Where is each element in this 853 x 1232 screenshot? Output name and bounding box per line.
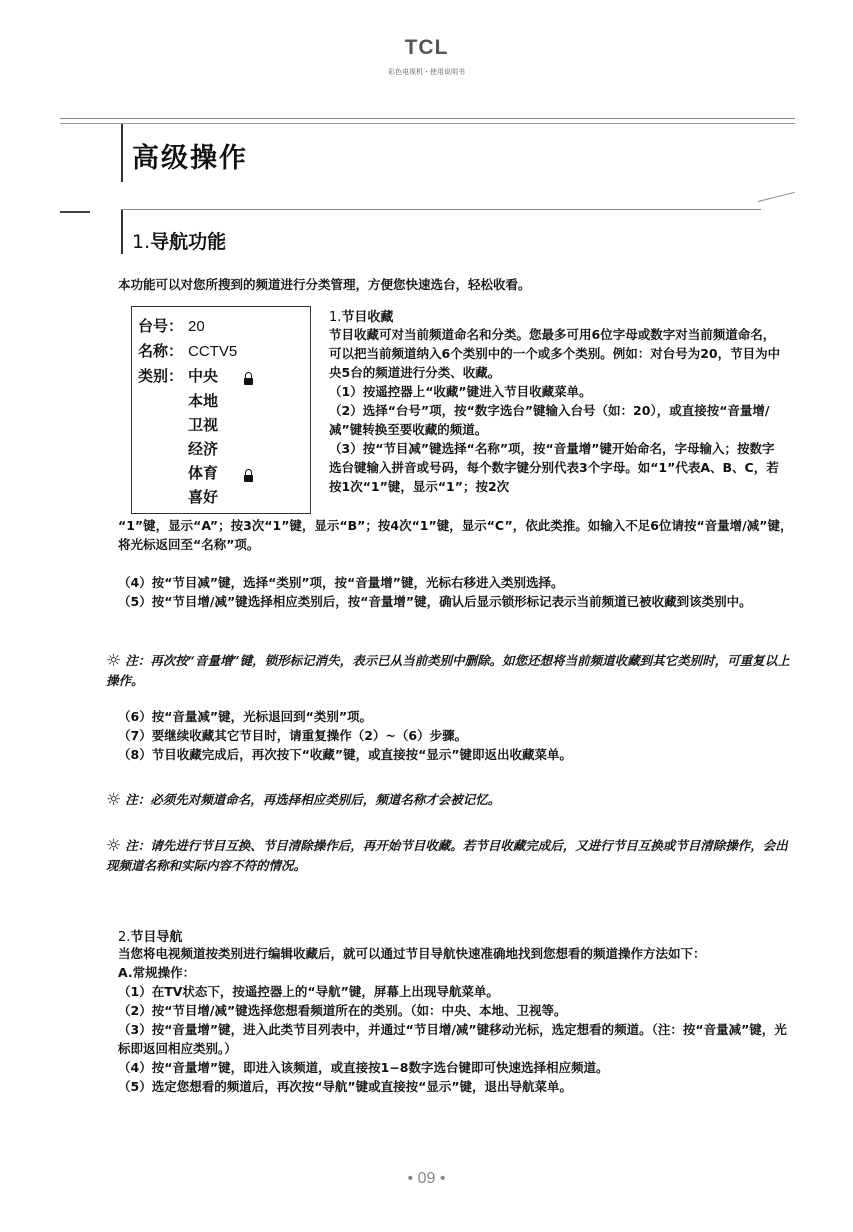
category-item: 本地 — [188, 392, 219, 410]
note-1 — [106, 651, 796, 690]
note-2 — [106, 790, 796, 810]
section-title-text: 导航功能 — [150, 231, 227, 253]
navigation-step-5: （5）选定您想看的频道后，再次按“导航”键或直接按“显示”键，退出导航菜单。 — [118, 1079, 573, 1094]
channel-category-label: 类别： — [138, 367, 184, 385]
brand-logo: TCL — [404, 36, 449, 59]
sun-icon: ☼ — [106, 651, 122, 671]
favorites-step-8: （8）节目收藏完成后，再次按下“收藏”键，或直接按“显示”键即返出收藏菜单。 — [118, 747, 573, 762]
page-title: 高级操作 — [132, 143, 248, 174]
favorites-step-2: （2）选择“台号”项，按“数字选台”键输入台号（如：20），或直接按“音量增/减”键转换至要收藏的频道。 — [329, 403, 770, 437]
navigation-step-3: （3）按“音量增”键，进入此类节目列表中，并通过“节目增/减”键移动光标，选定想看的频道。（注：按“音量减”键，光标即返回相应类别。） — [118, 1022, 787, 1056]
note-3-text: 注：请先进行节目互换、节目清除操作后，再开始节目收藏。若节目收藏完成后，又进行节目互换或节目清除操作，会出现频道名称和实际内容不符的情况。 — [106, 838, 788, 873]
navigation-step-4: （4）按“音量增”键，即进入该频道，或直接按1−8数字选台键即可快速选择相应频道。 — [118, 1060, 609, 1075]
favorites-step-5: （5）按“节目增/减”键选择相应类别后，按“音量增”键，确认后显示锁形标记表示当前频道已被收藏到该类别中。 — [118, 594, 752, 609]
navigation-routine-title: A.常规操作： — [118, 965, 196, 980]
category-item: 体育 — [188, 464, 219, 482]
section-number: 1. — [132, 231, 151, 253]
header-tagline: 彩色电视机・使用说明书 — [388, 68, 465, 76]
category-item: 中央 — [188, 367, 219, 385]
channel-number-label: 台号： — [138, 317, 184, 335]
favorites-step-3: （3）按“节目减”键选择“名称”项，按“音量增”键开始命名，字母输入；按数字选台键输入拼音或号码，每个数字键分别代表3个字母。如“1”代表A、B、C，若按1次“1”键，显示“1”；按2次 — [329, 441, 779, 494]
section-intro: 本功能可以对您所搜到的频道进行分类管理，方便您快速选台，轻松收看。 — [118, 277, 531, 292]
navigation-number: 2. — [118, 930, 131, 945]
favorites-step-4: （4）按“节目减”键，选择“类别”项，按“音量增”键，光标右移进入类别选择。 — [118, 575, 564, 590]
channel-name-value: CCTV5 — [188, 343, 238, 360]
navigation-text — [118, 944, 798, 1096]
page-number: • 09 • — [407, 1170, 446, 1187]
header-rule — [60, 123, 795, 124]
navigation-step-1: （1）在TV状态下，按遥控器上的“导航”键，屏幕上出现导航菜单。 — [118, 984, 499, 999]
header-rule — [60, 118, 795, 119]
lock-icon — [244, 475, 253, 482]
navigation-intro: 当您将电视频道按类别进行编辑收藏后，就可以通过节目导航快速准确地找到您想看的频道操作方法如下： — [118, 946, 706, 961]
sun-icon: ☼ — [106, 836, 122, 856]
favorites-step-1: （1）按遥控器上“收藏”键进入节目收藏菜单。 — [329, 384, 592, 399]
section-bar — [121, 210, 123, 254]
channel-number-row — [138, 315, 205, 336]
category-item: 经济 — [188, 440, 219, 458]
favorites-title — [329, 306, 393, 325]
channel-number-value: 20 — [188, 318, 205, 335]
section-title — [132, 227, 226, 254]
note-1-text: 注：再次按“音量增”键，锁形标记消失，表示已从当前类别中删除。如您还想将当前频道收藏到其它类别时，可重复以上操作。 — [106, 653, 790, 688]
navigation-title — [118, 926, 182, 945]
category-item: 卫视 — [188, 416, 219, 434]
section-rule — [121, 209, 761, 210]
favorites-step-3-cont: “1”键，显示“A”；按3次“1”键，显示“B”；按4次“1”键，显示“C”，依此类推。如输入不足6位请按“音量增/减”键，将光标返回至“名称”项。 — [118, 518, 793, 552]
favorites-step-6: （6）按“音量减”键，光标退回到“类别”项。 — [118, 709, 373, 724]
section-rule-slant — [758, 192, 795, 202]
favorites-title-text: 节目收藏 — [341, 310, 394, 325]
navigation-title-text: 节目导航 — [130, 930, 183, 945]
category-item: 喜好 — [188, 488, 219, 506]
favorites-number: 1. — [329, 310, 342, 325]
section-dash — [60, 211, 90, 213]
lock-icon — [244, 378, 253, 385]
channel-name-label: 名称： — [138, 342, 184, 360]
title-bar — [121, 124, 123, 182]
favorites-text — [329, 325, 785, 496]
favorites-step-7: （7）要继续收藏其它节目时，请重复操作（2）~（6）步骤。 — [118, 728, 468, 743]
channel-name-row — [138, 340, 237, 361]
note-2-text: 注：必须先对频道命名，再选择相应类别后，频道名称才会被记忆。 — [125, 792, 501, 807]
sun-icon: ☼ — [106, 790, 122, 810]
channel-category-row — [138, 365, 218, 386]
navigation-step-2: （2）按“节目增/减”键选择您想看频道所在的类别。（如：中央、本地、卫视等。 — [118, 1003, 567, 1018]
note-3 — [106, 836, 796, 875]
favorites-intro: 节目收藏可对当前频道命名和分类。您最多可用6位字母或数字对当前频道命名，可以把当前频道纳入6个类别中的一个或多个类别。例如：对台号为20，节目为中央5台的频道进行分类、收藏。 — [329, 327, 781, 380]
channel-info-box — [131, 306, 311, 514]
